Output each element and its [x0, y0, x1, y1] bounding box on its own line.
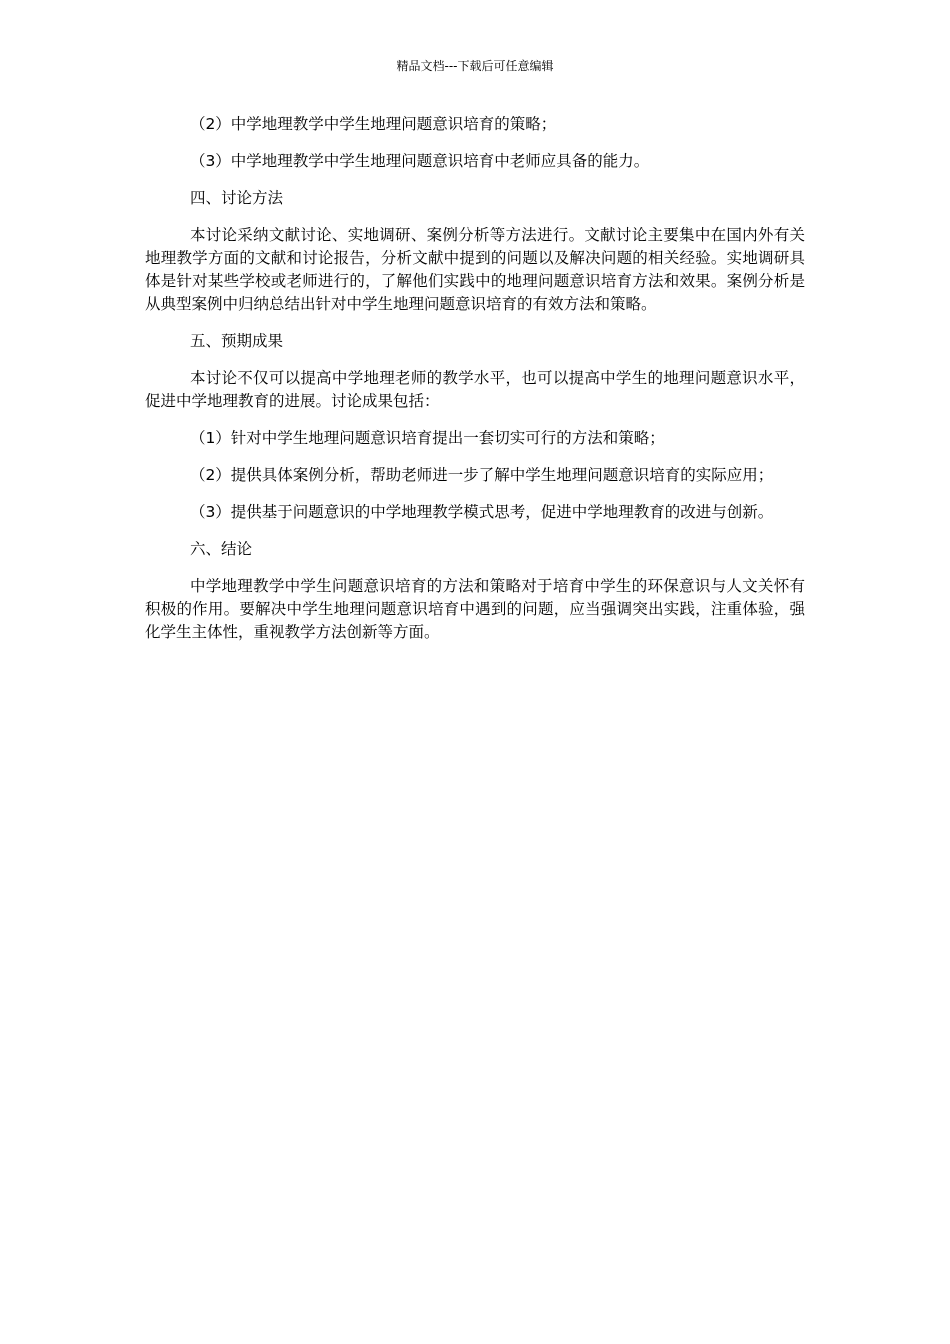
list-item-result-2: （2）提供具体案例分析，帮助老师进一步了解中学生地理问题意识培育的实际应用；: [189, 466, 774, 484]
section-heading-methods: 四、讨论方法: [189, 189, 283, 207]
list-item-result-1: （1）针对中学生地理问题意识培育提出一套切实可行的方法和策略；: [189, 429, 665, 447]
list-item-strategies: （2）中学地理教学中学生地理问题意识培育的策略；: [189, 115, 557, 133]
page-header: 精品文档---下载后可任意编辑: [396, 59, 554, 73]
paragraph-methods: 本讨论采纳文献讨论、实地调研、案例分析等方法进行。文献讨论主要集中在国内外有关地理教学方面的文献和讨论报告，分析文献中提到的问题以及解决问题的相关经验。实地调研具体是针对某些学校或老师进行的，了解他们实践中的地理问题意识培育方法和效果。案例分析是从典型案例中归纳总结出针对中学生地理问题意识培育的有效方法和策略。: [145, 226, 805, 313]
section-heading-conclusion: 六、结论: [189, 540, 252, 558]
list-item-result-3: （3）提供基于问题意识的中学地理教学模式思考，促进中学地理教育的改进与创新。: [189, 503, 774, 521]
list-item-teacher-abilities: （3）中学地理教学中学生地理问题意识培育中老师应具备的能力。: [189, 152, 650, 170]
document-body: [145, 113, 805, 658]
paragraph-expected-results: 本讨论不仅可以提高中学地理老师的教学水平，也可以提高中学生的地理问题意识水平，促进中学地理教育的进展。讨论成果包括：: [145, 369, 805, 410]
section-heading-expected-results: 五、预期成果: [189, 332, 283, 350]
paragraph-conclusion: 中学地理教学中学生问题意识培育的方法和策略对于培育中学生的环保意识与人文关怀有积极的作用。要解决中学生地理问题意识培育中遇到的问题，应当强调突出实践，注重体验，强化学生主体性，重视教学方法创新等方面。: [145, 577, 805, 641]
